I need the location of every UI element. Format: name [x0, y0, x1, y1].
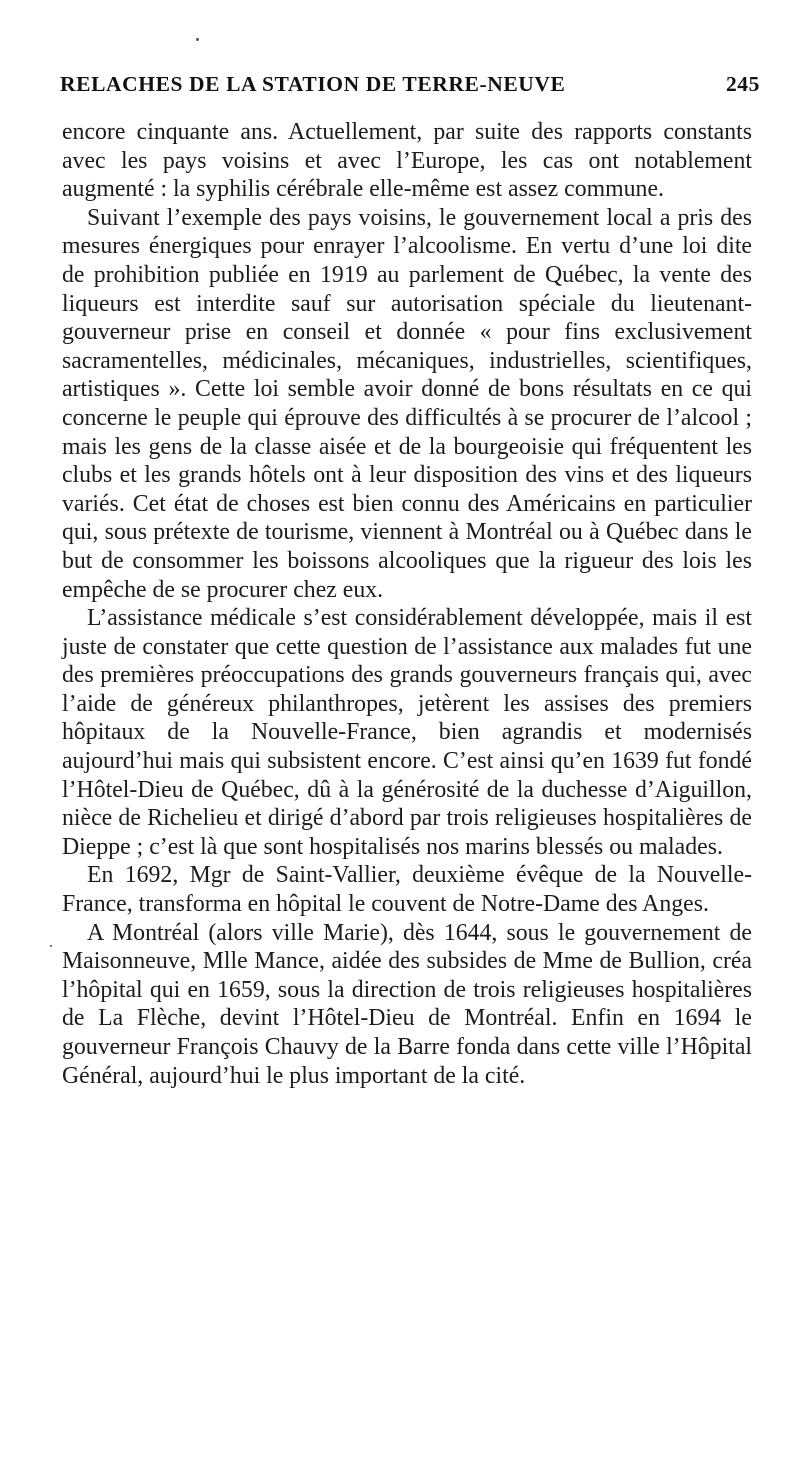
- print-speck: [50, 945, 52, 947]
- running-title: RELACHES DE LA STATION DE TERRE-NEUVE: [60, 72, 566, 96]
- paragraph-montreal: A Montréal (alors ville Marie), dès 1644, sous le gouvernement de Maisonneuve, Mlle Mance, aidée des subsides de Mme de Bullion, créa l’hôpital qui en 1659, sous la direction de trois religieuses hospitalières de La Flèche, devint l’Hôtel-Dieu de Montréal. Enfin en 1694 le gouverneur François Chauvy de la Barre fonda dans cette ville l’Hôpital Général, aujourd’hui le plus important de la cité.: [62, 919, 752, 1089]
- page-header: [60, 72, 760, 106]
- print-speck: [196, 38, 199, 41]
- body-text: [62, 118, 752, 1090]
- paragraph-assistance: L’assistance médicale s’est considérablement développée, mais il est juste de constater que cette question de l’assistance aux malades fut une des premières préoccupations des grands gouverneurs français qui, avec l’aide de généreux philanthropes, jetèrent les assises des premiers hôpitaux de la Nouvelle-France, bien agrandis et modernisés aujourd’hui mais qui subsistent encore. C’est ainsi qu’en 1639 fut fondé l’Hôtel-Dieu de Québec, dû à la générosité de la duchesse d’Aiguillon, nièce de Richelieu et dirigé d’abord par trois religieuses hospitalières de Dieppe ; c’est là que sont hospitalisés nos marins blessés ou malades.: [62, 605, 752, 860]
- paragraph-prohibition: Suivant l’exemple des pays voisins, le gouvernement local a pris des mesures énergiques pour enrayer l’alcoolisme. En vertu d’une loi dite de prohibition publiée en 1919 au parlement de Québec, la vente des liqueurs est interdite sauf sur autorisation spéciale du lieutenant-gouverneur prise en conseil et donnée « pour fins exclusivement sacramentelles, médicinales, mécaniques, industrielles, scientifiques, artistiques ». Cette loi semble avoir donné de bons résultats en ce qui concerne le peuple qui éprouve des difficultés à se procurer de l’alcool ; mais les gens de la classe aisée et de la bourgeoisie qui fréquentent les clubs et les grands hôtels ont à leur disposition des vins et des liqueurs variés. Cet état de choses est bien connu des Américains en particulier qui, sous prétexte de tourisme, viennent à Montréal ou à Québec dans le but de consommer les boissons alcooliques que la rigueur des lois les empêche de se procurer chez eux.: [62, 204, 752, 603]
- paragraph-saint-vallier: En 1692, Mgr de Saint-Vallier, deuxième évêque de la Nouvelle-France, transforma en hôpital le couvent de Notre-Dame des Anges.: [62, 862, 752, 918]
- page-number: 245: [725, 72, 760, 96]
- paragraph-syphilis: encore cinquante ans. Actuellement, par suite des rapports constants avec les pays voisins et avec l’Europe, les cas ont notablement augmenté : la syphilis cérébrale elle-même est assez commune.: [62, 119, 752, 203]
